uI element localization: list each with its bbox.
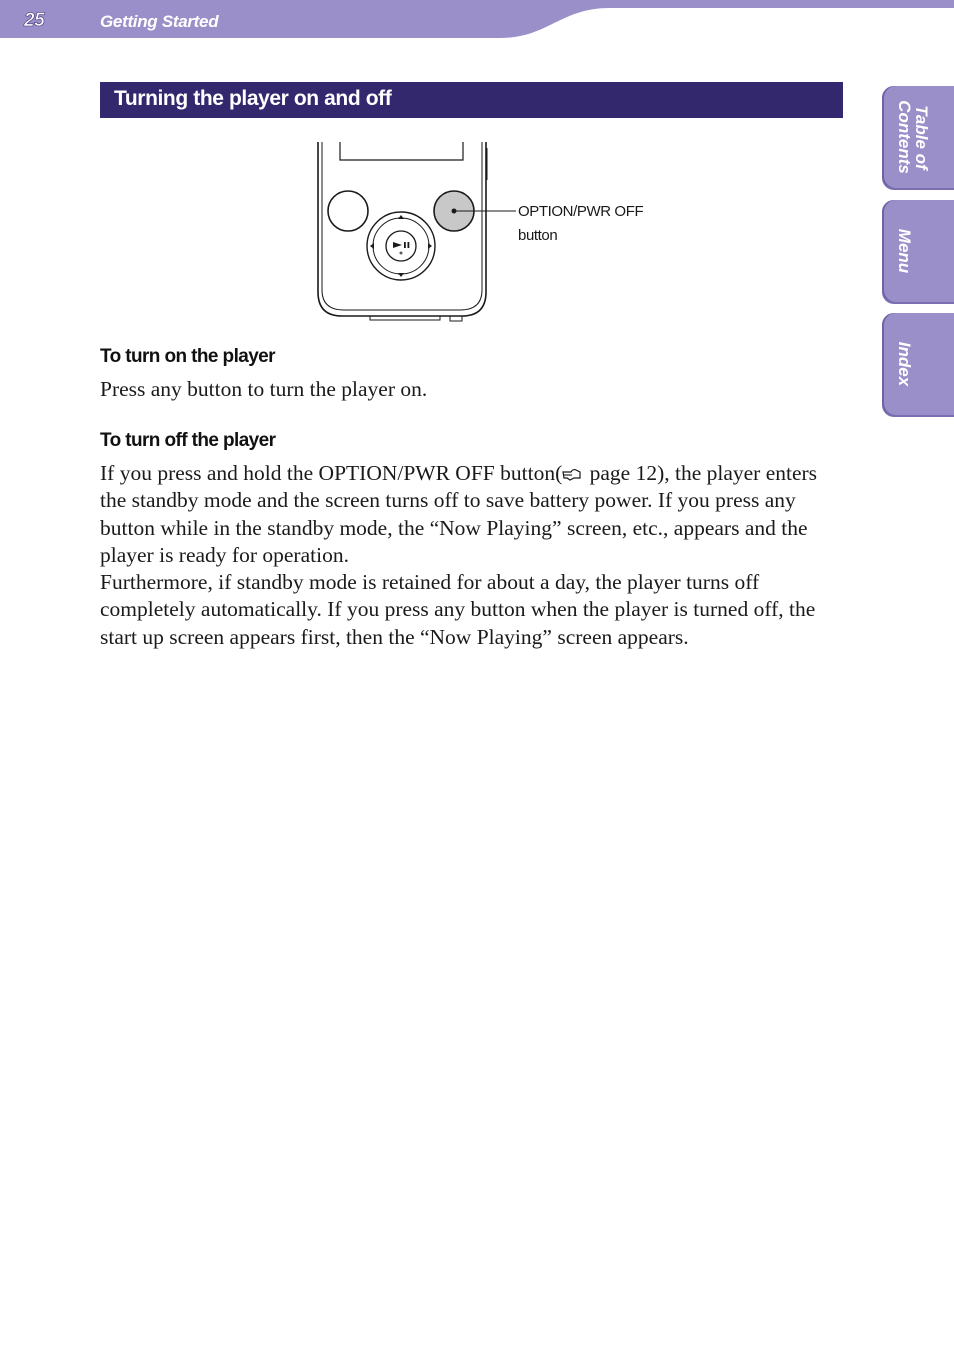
turn-off-paragraph xyxy=(100,460,845,569)
turn-on-text: Press any button to turn the player on. xyxy=(100,377,428,401)
tab-label-toc: Table of Contents xyxy=(895,100,931,174)
turn-off-paragraph-2: Furthermore, if standby mode is retained for about a day, the player turns off completely automatically. If you press any button when the player is turned off, the start up screen appears first, then the “Now Playing” screen appears. xyxy=(100,570,816,649)
play-pause-icon xyxy=(386,231,416,261)
tab-index[interactable] xyxy=(882,313,954,415)
turn-on-heading: To turn on the player xyxy=(100,346,275,367)
section-name: Getting Started xyxy=(100,12,219,31)
page-number: 25 xyxy=(24,10,45,31)
turn-off-text-rest: page 12), the player enters the standby mode and the screen turns off to save battery power. If you press any button while in the standby mode, the “Now Playing” screen, etc., appears and the player is ready for operation. xyxy=(100,461,818,567)
page-reference-icon[interactable] xyxy=(562,460,584,487)
back-button-drawing xyxy=(328,191,368,231)
tab-menu[interactable] xyxy=(882,200,954,302)
page-title: Turning the player on and off xyxy=(114,87,392,110)
tab-label-menu: Menu xyxy=(895,228,914,274)
tab-label-index: Index xyxy=(895,341,914,387)
tab-table-of-contents[interactable] xyxy=(882,86,954,188)
section-title-bar xyxy=(100,82,843,118)
option-pwr-off-callout: OPTION/PWR OFF button xyxy=(518,203,644,244)
turn-off-text-start: If you press and hold the OPTION/PWR OFF button( xyxy=(100,461,563,485)
turn-off-heading: To turn off the player xyxy=(100,430,276,451)
